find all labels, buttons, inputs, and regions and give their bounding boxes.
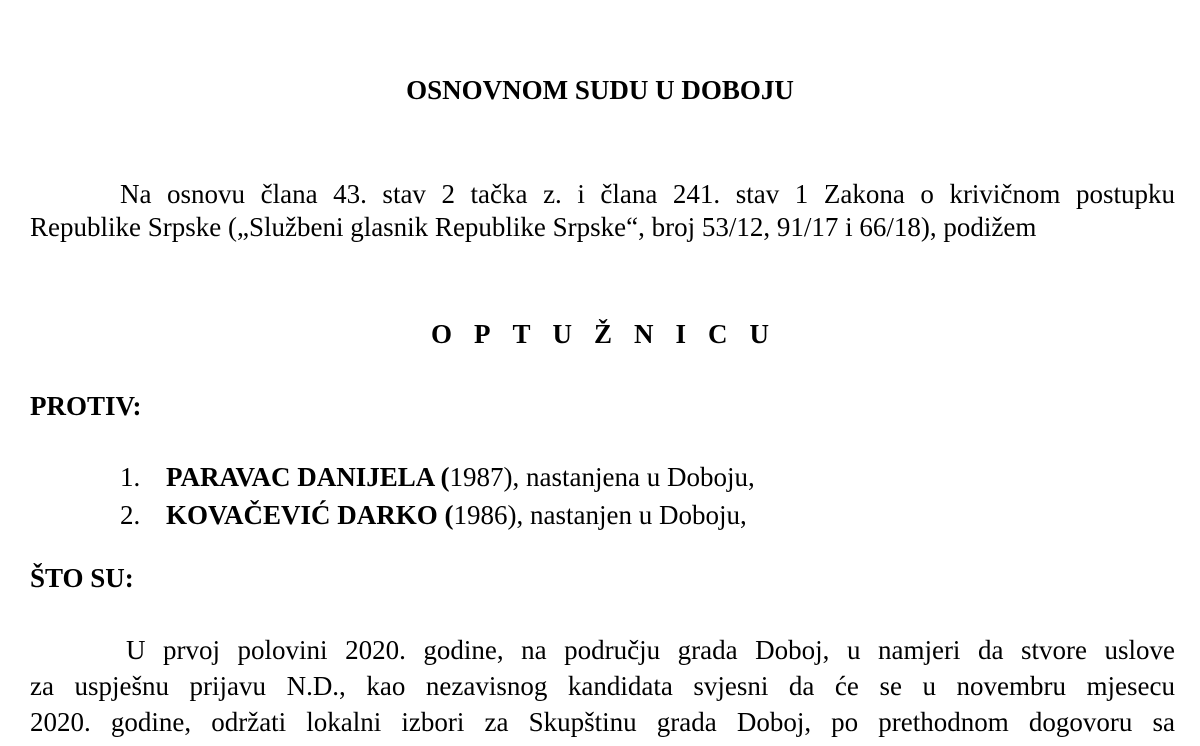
accused-details: 1987), nastanjena u Doboju, (449, 462, 755, 492)
intro-line-1: Na osnovu člana 43. stav 2 tačka z. i člana 241. stav 1 Zakona o krivičnom postupku (120, 179, 1175, 209)
accused-item (120, 458, 755, 496)
intro-paragraph (30, 178, 1175, 244)
sto-su-label: ŠTO SU: (30, 563, 134, 593)
accused-name: KOVAČEVIĆ DARKO ( (166, 500, 454, 530)
court-heading: OSNOVNOM SUDU U DOBOJU (406, 75, 794, 105)
body-line-2: za uspješnu prijavu N.D., kao nezavisnog kandidata svjesni da će se u novembru mjesecu (30, 671, 1175, 701)
accused-name: PARAVAC DANIJELA ( (166, 462, 450, 492)
accused-number: 2. (120, 500, 141, 530)
document-type-heading: OPTUŽNICU (430, 319, 791, 349)
accused-number: 1. (120, 462, 141, 492)
accused-item (120, 496, 755, 534)
accused-details: 1986), nastanjen u Doboju, (453, 500, 747, 530)
intro-line-2: Republike Srpske („Službeni glasnik Republike Srpske“, broj 53/12, 91/17 i 66/18), podižem (30, 212, 1037, 242)
accused-list (120, 458, 755, 534)
body-paragraph (30, 632, 1175, 740)
body-line-3: 2020. godine, održati lokalni izbori za Skupštinu grada Doboj, po prethodnom dogovoru sa (30, 707, 1175, 737)
protiv-label: PROTIV: (30, 391, 142, 421)
body-line-1: U prvoj polovini 2020. godine, na području grada Doboj, u namjeri da stvore uslove (126, 635, 1175, 665)
